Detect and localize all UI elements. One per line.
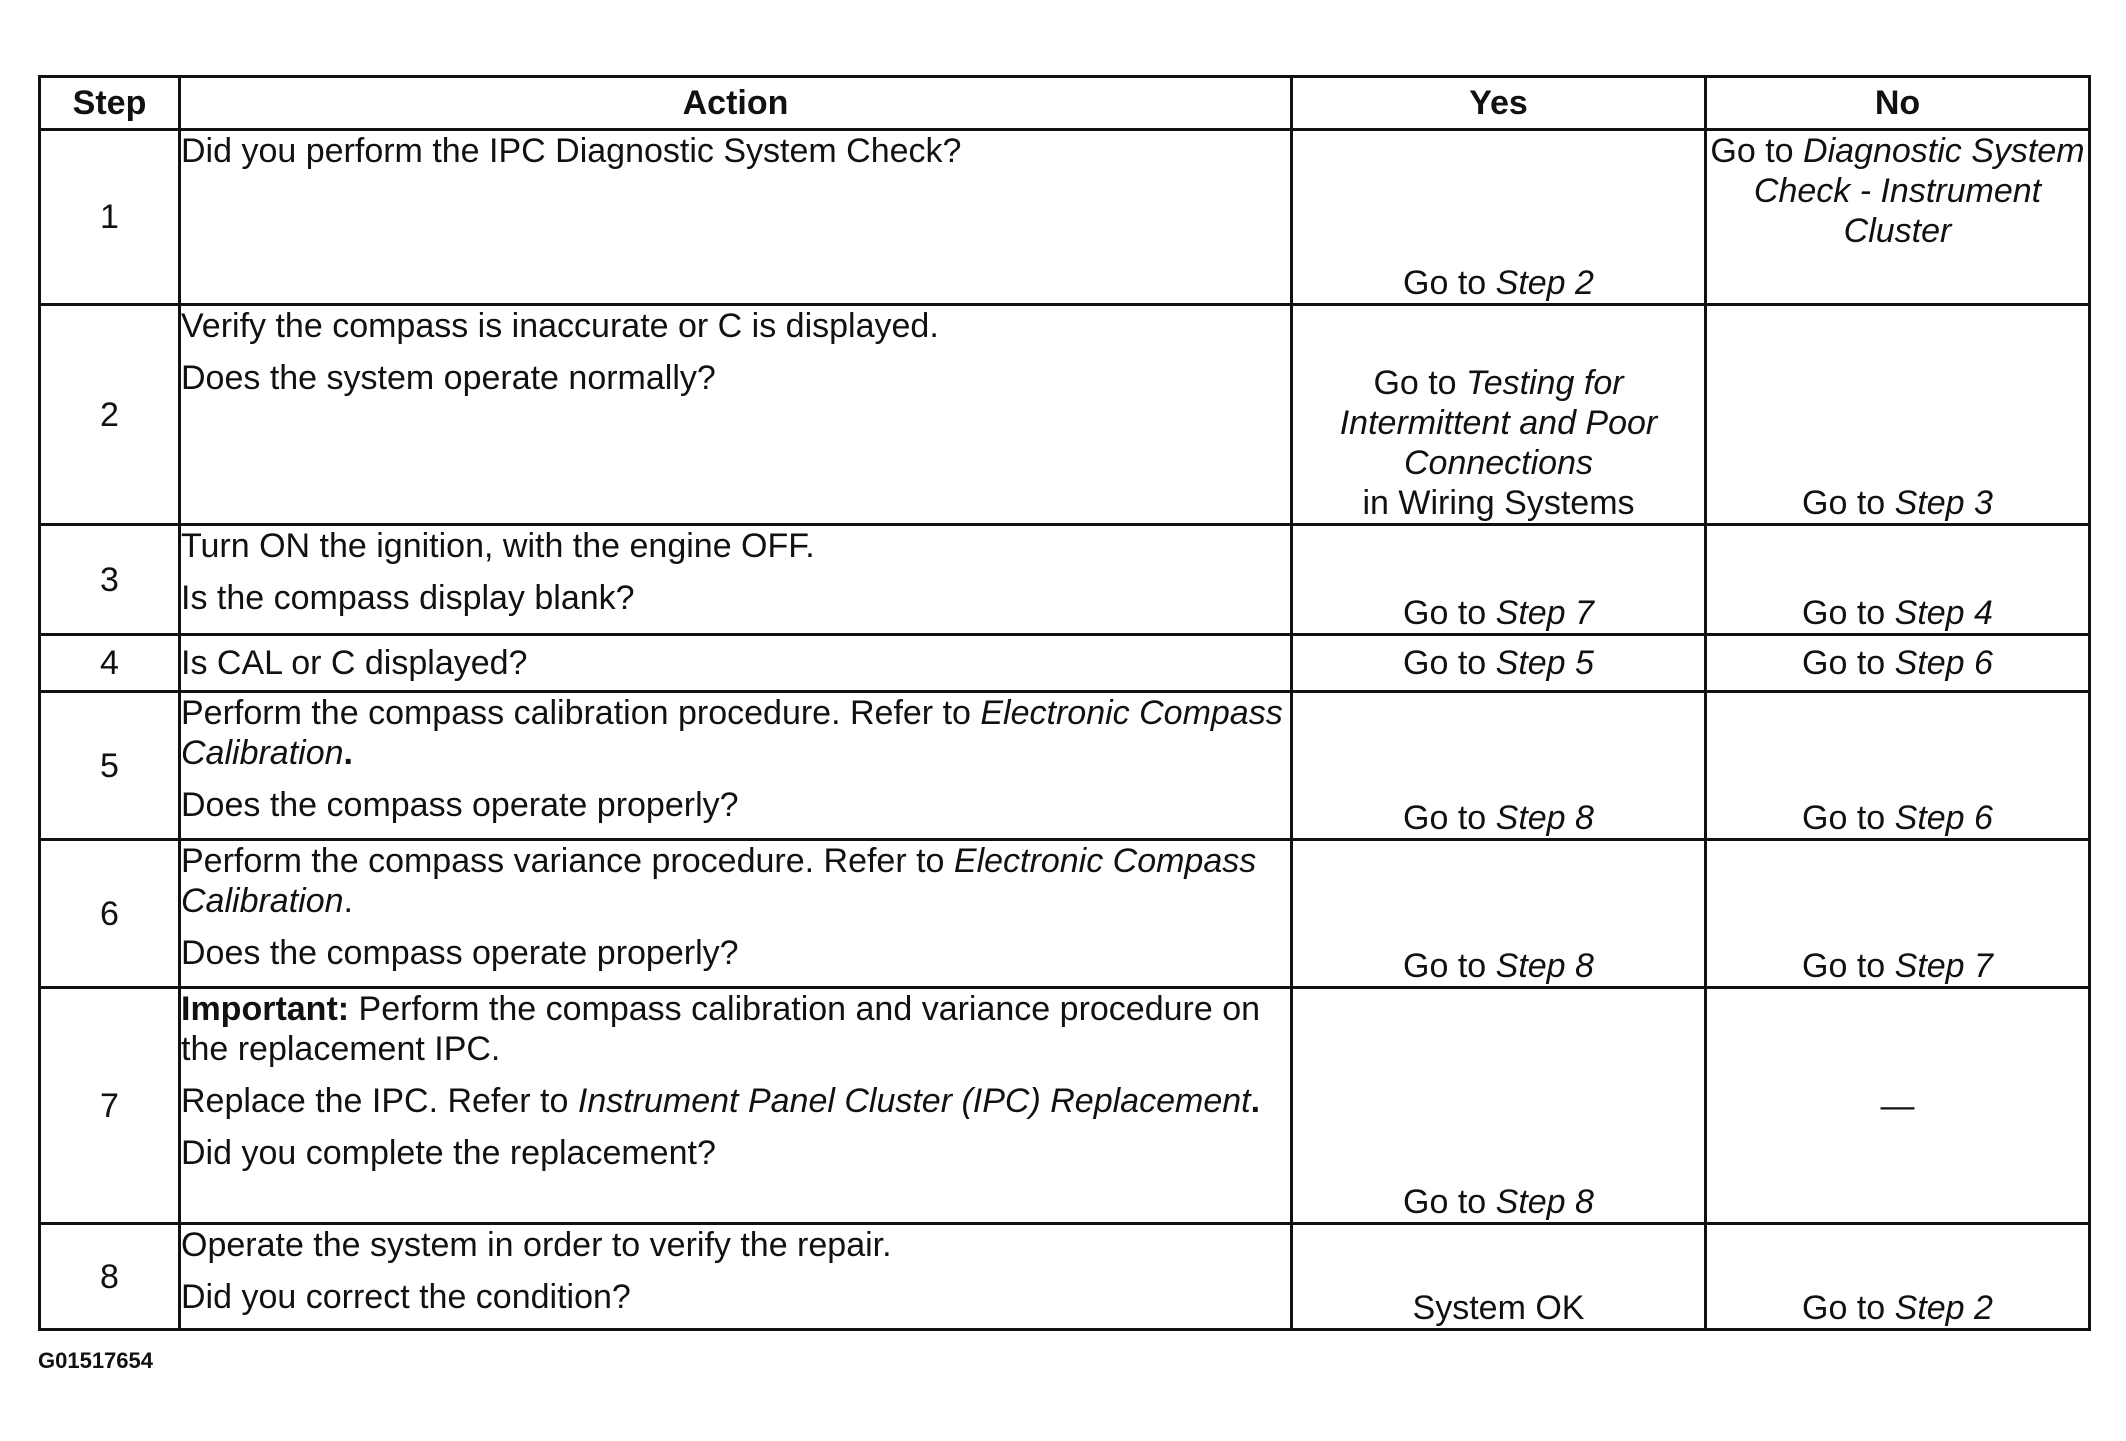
reference-link-text: Electronic Compass Calibration [181,694,1283,772]
no-reference: Step 6 [1894,799,1993,837]
header-no: No [1706,77,2090,130]
action-instruction: Verify the compass is inaccurate or C is displayed. [181,307,939,345]
action-instruction: Operate the system in order to verify the repair. [181,1226,892,1264]
important-text: Perform the compass calibration and variance procedure on the replacement IPC. [181,990,1261,1068]
action-question: Is CAL or C displayed? [181,644,528,682]
yes-reference: Step 2 [1495,264,1594,302]
header-action: Action [180,77,1292,130]
no-cell [1706,1224,2090,1330]
important-label: Important: [181,990,350,1028]
reference-link-text: Electronic Compass Calibration [181,842,1257,920]
no-reference: Step 6 [1894,644,1993,682]
yes-prefix: Go to [1403,264,1496,302]
action-instruction [181,693,1290,773]
action-cell [180,525,1292,635]
yes-cell [1292,840,1706,988]
step-number: 2 [40,305,180,525]
header-yes: Yes [1292,77,1706,130]
table-row-step-8 [40,1224,2090,1330]
action-cell [180,130,1292,305]
no-cell [1706,635,2090,692]
important-note [181,989,1290,1069]
no-prefix: Go to [1710,132,1804,170]
action-question: Does the system operate normally? [181,359,716,397]
action-cell [180,1224,1292,1330]
no-reference: Step 7 [1894,947,1993,985]
yes-prefix: Go to [1403,799,1496,837]
instruction-period: . [343,734,353,772]
action-cell [180,988,1292,1224]
action-cell [180,840,1292,988]
yes-prefix: Go to [1403,644,1496,682]
table-row-step-5 [40,692,2090,840]
instruction-text: Replace the IPC. Refer to [181,1082,578,1120]
yes-reference: Step 8 [1495,799,1594,837]
no-reference: Step 3 [1894,484,1993,522]
action-question: Did you perform the IPC Diagnostic System Check? [181,132,962,170]
step-number: 8 [40,1224,180,1330]
action-question: Does the compass operate properly? [181,934,739,972]
no-cell [1706,840,2090,988]
instruction-period: . [1250,1082,1261,1120]
no-cell [1706,692,2090,840]
diagnostic-table-container [38,75,2088,1331]
action-instruction [181,1081,1290,1121]
yes-reference: Testing for Intermittent and Poor Connections [1339,364,1658,482]
action-cell [180,305,1292,525]
no-prefix: Go to [1802,1289,1895,1327]
yes-suffix: in Wiring Systems [1362,484,1635,522]
no-prefix: Go to [1802,644,1895,682]
table-row-step-3 [40,525,2090,635]
no-prefix: Go to [1802,947,1895,985]
action-question: Did you complete the replacement? [181,1134,716,1172]
no-prefix: Go to [1802,594,1895,632]
yes-cell [1292,130,1706,305]
not-applicable-dash: — [1880,1086,1915,1125]
table-header-row [40,77,2090,130]
table-row-step-7 [40,988,2090,1224]
yes-cell [1292,988,1706,1224]
yes-prefix: Go to [1373,364,1467,402]
yes-reference: Step 7 [1495,594,1594,632]
action-question: Did you correct the condition? [181,1278,631,1316]
header-step: Step [40,77,180,130]
table-row-step-1 [40,130,2090,305]
yes-reference: Step 8 [1495,1183,1594,1221]
no-prefix: Go to [1802,799,1895,837]
action-cell [180,692,1292,840]
instruction-text: Perform the compass calibration procedure. Refer to [181,694,981,732]
action-question: Is the compass display blank? [181,579,635,617]
action-question: Does the compass operate properly? [181,786,739,824]
no-reference: Step 2 [1894,1289,1993,1327]
reference-link-text: Instrument Panel Cluster (IPC) Replacement [577,1082,1251,1120]
table-row-step-4 [40,635,2090,692]
no-cell [1706,305,2090,525]
no-prefix: Go to [1802,484,1895,522]
instruction-text: Perform the compass variance procedure. Refer to [181,842,954,880]
step-number: 3 [40,525,180,635]
yes-cell [1292,305,1706,525]
yes-cell [1292,692,1706,840]
figure-id: G01517654 [38,1348,153,1373]
yes-prefix: Go to [1403,947,1496,985]
table-row-step-2 [40,305,2090,525]
no-cell [1706,525,2090,635]
yes-cell [1292,635,1706,692]
step-number: 5 [40,692,180,840]
instruction-period: . [343,882,353,920]
table-row-step-6 [40,840,2090,988]
step-number: 7 [40,988,180,1224]
step-number: 1 [40,130,180,305]
yes-cell [1292,525,1706,635]
action-instruction: Turn ON the ignition, with the engine OFF. [181,527,815,565]
no-reference: Step 4 [1894,594,1993,632]
yes-reference: Step 5 [1495,644,1594,682]
action-cell [180,635,1292,692]
step-number: 4 [40,635,180,692]
step-number: 6 [40,840,180,988]
yes-result: System OK [1412,1289,1585,1327]
yes-prefix: Go to [1403,1183,1496,1221]
yes-cell [1292,1224,1706,1330]
no-cell [1706,988,2090,1224]
yes-reference: Step 8 [1495,947,1594,985]
no-reference: Diagnostic System Check - Instrument Cluster [1753,132,2085,250]
yes-prefix: Go to [1403,594,1496,632]
no-cell [1706,130,2090,305]
diagnostic-table [38,75,2091,1331]
action-instruction [181,841,1290,921]
